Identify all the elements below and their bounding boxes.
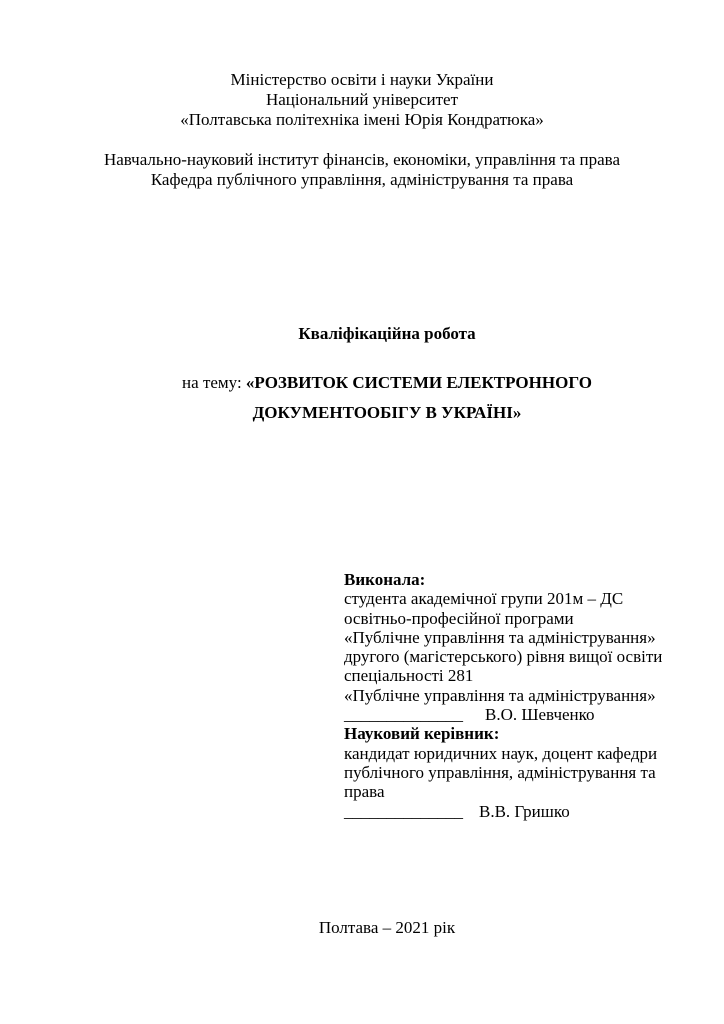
topic-prefix: на тему: [182,373,242,392]
author-line: спеціальності 281 [344,666,474,686]
author-line: освітньо-професійної програми [344,608,574,628]
author-name: В.О. Шевченко [485,705,595,725]
supervisor-line: права [344,782,385,802]
author-heading: Виконала: [344,570,426,589]
work-type-title: Кваліфікаційна робота [298,324,476,343]
author-line: «Публічне управління та адміністрування» [344,685,656,705]
header-block [0,70,724,130]
author-signature-blank: ______________ [344,705,463,725]
author-line: «Публічне управління та адміністрування» [344,627,656,647]
place-year: Полтава – 2021 рік [318,918,456,937]
author-supervisor-block [344,570,704,821]
supervisor-heading: Науковий керівник: [344,724,500,744]
supervisor-line: публічного управління, адміністрування та [344,762,656,782]
university-name-line: «Полтавська політехніка імені Юрія Кондратюка» [180,110,544,129]
author-line: другого (магістерського) рівня вищої освіти [344,647,663,667]
institute-block [0,150,724,190]
topic-title-part2: ДОКУМЕНТООБІГУ В УКРАЇНІ» [252,403,522,422]
author-line: студента академічної групи 201м – ДС [344,589,624,609]
author-signature-row [344,705,704,724]
department-line: Кафедра публічного управління, адміністрування та права [150,170,574,189]
university-line: Національний університет [265,90,459,109]
supervisor-signature-blank: ______________ [344,801,463,821]
topic-line-1 [0,373,724,393]
supervisor-line: кандидат юридичних наук, доцент кафедри [344,743,658,763]
topic-line-2 [0,403,724,423]
supervisor-signature-row [344,802,704,821]
topic-title-part1: «РОЗВИТОК СИСТЕМИ ЕЛЕКТРОННОГО [245,373,592,392]
institute-line: Навчально-науковий інститут фінансів, економіки, управління та права [103,150,621,169]
ministry-line: Міністерство освіти і науки України [230,70,494,89]
supervisor-name: В.В. Гришко [479,801,570,821]
